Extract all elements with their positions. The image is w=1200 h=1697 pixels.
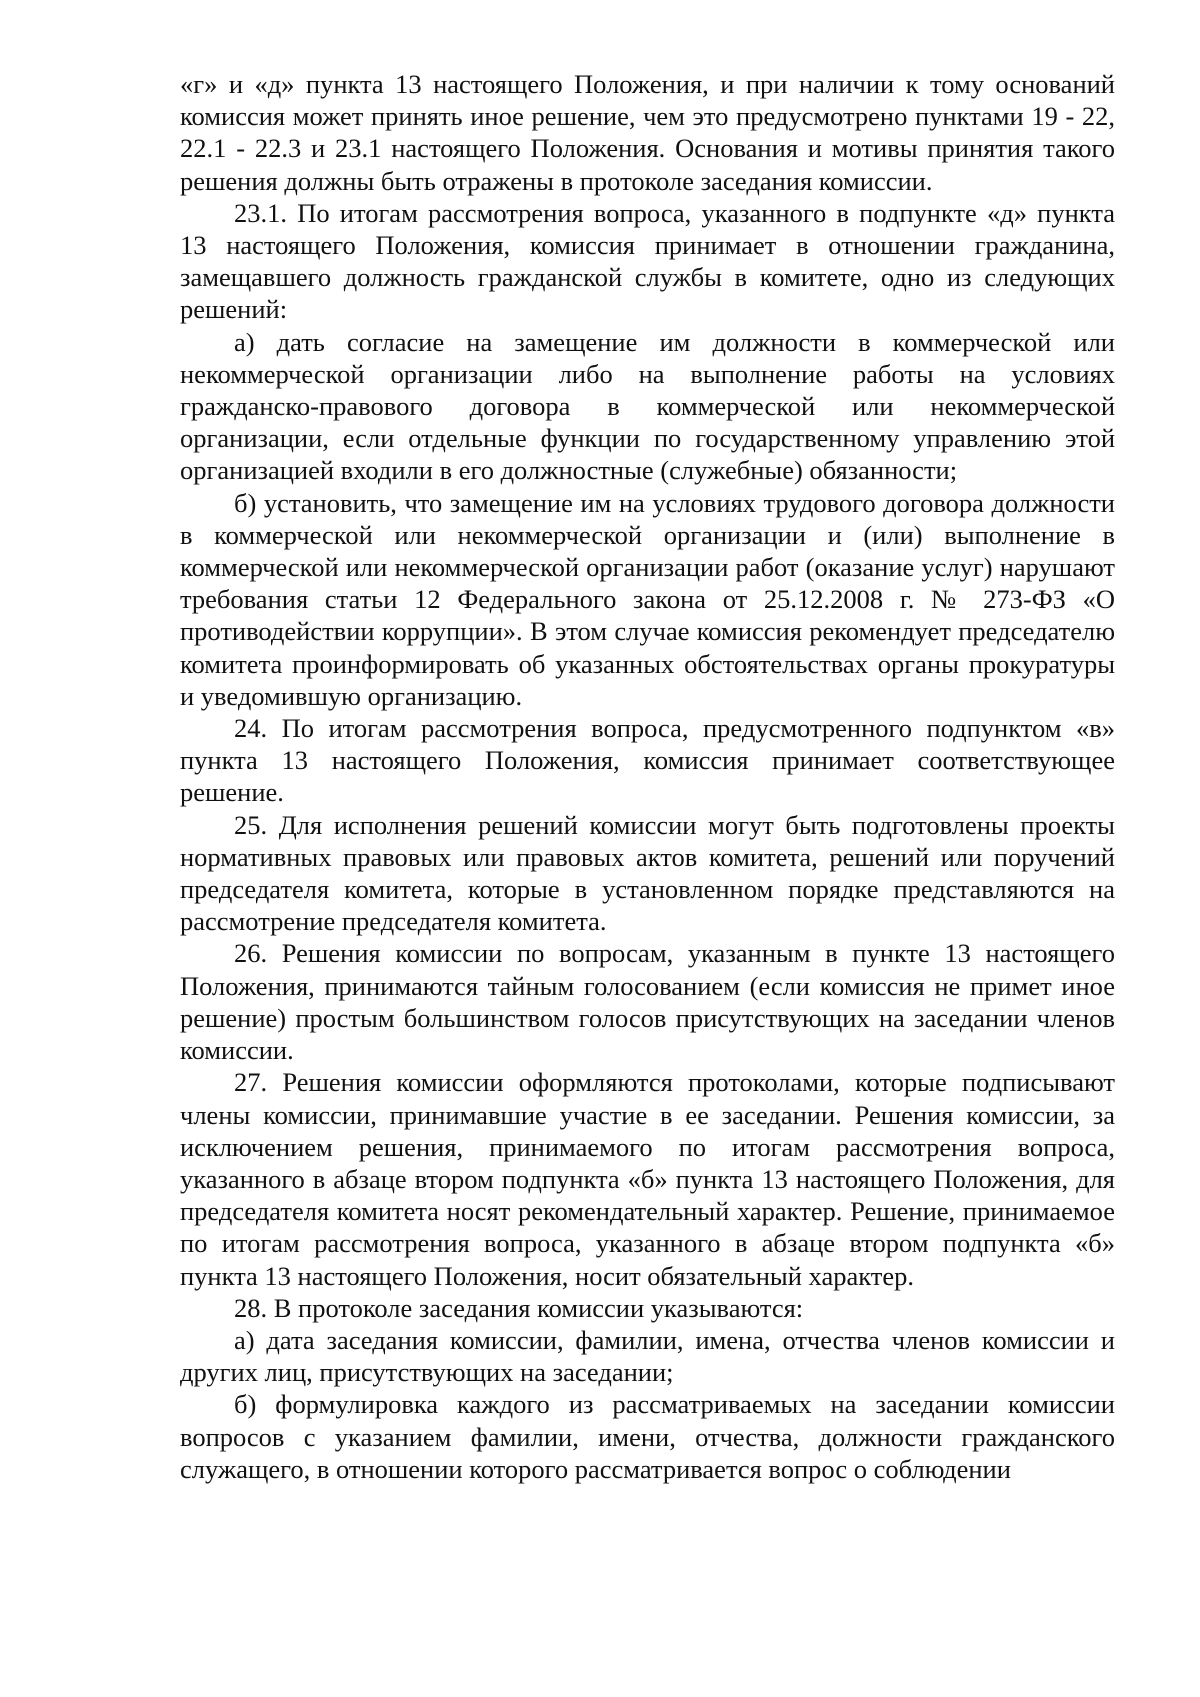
paragraph-26: 26. Решения комиссии по вопросам, указанным в пункте 13 настоящего Положения, принимаются тайным голосованием (если комиссия не примет иное решение) простым большинством голосов присутствующих на заседании членов комиссии. <box>180 938 1115 1066</box>
paragraph-23-1: 23.1. По итогам рассмотрения вопроса, указанного в подпункте «д» пункта 13 настоящего Положения, комиссия принимает в отношении гражданина, замещавшего должность гражданской службы в комитете, одно из следующих решений: <box>180 197 1115 325</box>
paragraph-23-1-a: а) дать согласие на замещение им должности в коммерческой или некоммерческой организации либо на выполнение работы на условиях гражданско-правового договора в коммерческой или некоммерческой организации, если отдельные функции по государственному управлению этой организацией входили в его должностные (служебные) обязанности; <box>180 326 1115 486</box>
paragraph-27: 27. Решения комиссии оформляются протоколами, которые подписывают члены комиссии, принимавшие участие в ее заседании. Решения комиссии, за исключением решения, принимаемого по итогам рассмотрения вопроса, указанного в абзаце втором подпункта «б» пункта 13 настоящего Положения, для председателя комитета носят рекомендательный характер. Решение, принимаемое по итогам рассмотрения вопроса, указанного в абзаце втором подпункта «б» пункта 13 настоящего Положения, носит обязательный характер. <box>180 1067 1115 1291</box>
paragraph-24: 24. По итогам рассмотрения вопроса, предусмотренного подпунктом «в» пункта 13 настоящего Положения, комиссия принимает соответствующее решение. <box>180 713 1115 808</box>
paragraph-28-b: б) формулировка каждого из рассматриваемых на заседании комиссии вопросов с указанием фамилии, имени, отчества, должности гражданского служащего, в отношении которого рассматривается вопрос о соблюдении <box>180 1389 1115 1484</box>
paragraph-28-a: а) дата заседания комиссии, фамилии, имена, отчества членов комиссии и других лиц, присутствующих на заседании; <box>180 1324 1115 1388</box>
paragraph-28: 28. В протоколе заседания комиссии указываются: <box>234 1292 804 1323</box>
document-body <box>180 68 1115 1485</box>
paragraph-continuation: «г» и «д» пункта 13 настоящего Положения, и при наличии к тому оснований комиссия может принять иное решение, чем это предусмотрено пунктами 19 - 22, 22.1 - 22.3 и 23.1 настоящего Положения. Основания и мотивы принятия такого решения должны быть отражены в протоколе заседания комиссии. <box>180 69 1115 196</box>
paragraph-25: 25. Для исполнения решений комиссии могут быть подготовлены проекты нормативных правовых или правовых актов комитета, решений или поручений председателя комитета, которые в установленном порядке представляются на рассмотрение председателя комитета. <box>180 809 1115 937</box>
paragraph-23-1-b: б) установить, что замещение им на условиях трудового договора должности в коммерческой или некоммерческой организации и (или) выполнение в коммерческой или некоммерческой организации работ (оказание услуг) нарушают требования статьи 12 Федерального закона от 25.12.2008 г. № 273-ФЗ «О противодействии коррупции». В этом случае комиссия рекомендует председателю комитета проинформировать об указанных обстоятельствах органы прокуратуры и уведомившую организацию. <box>180 487 1115 711</box>
